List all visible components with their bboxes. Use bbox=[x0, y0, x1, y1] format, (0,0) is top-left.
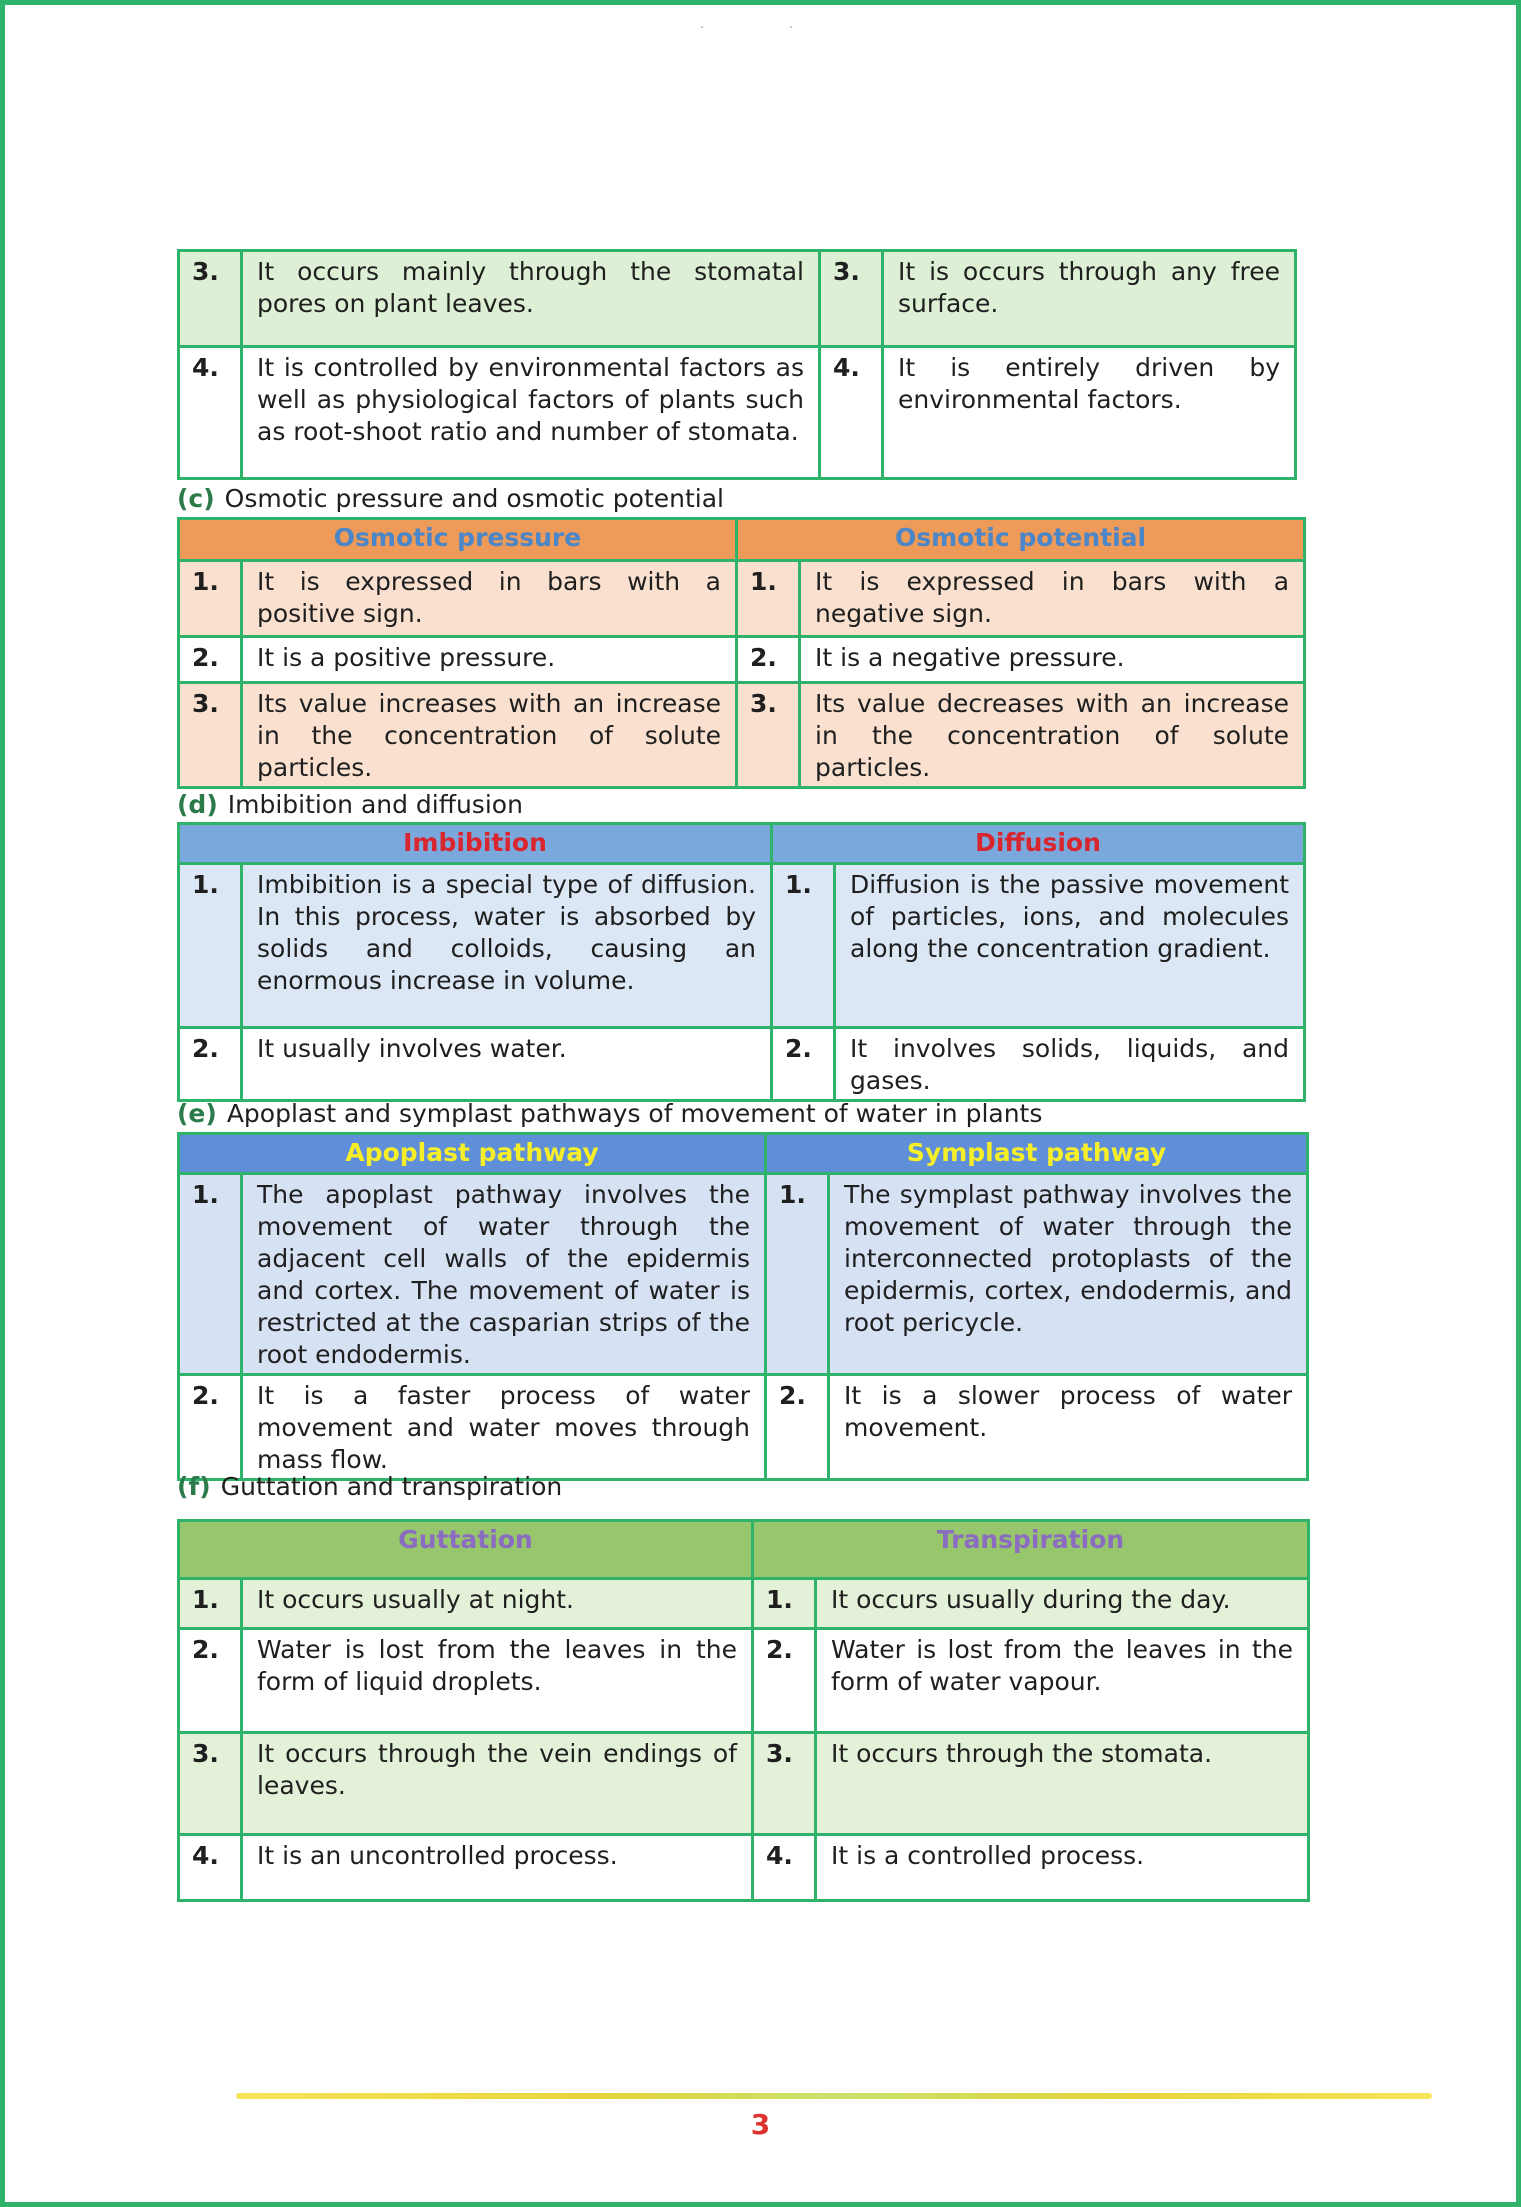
section-title: Apoplast and symplast pathways of movement of water in plants bbox=[226, 1099, 1043, 1128]
section-caption bbox=[177, 1098, 1042, 1130]
left-cell: It is an uncontrolled process. bbox=[242, 1835, 753, 1901]
row-number: 2. bbox=[766, 1375, 829, 1480]
guttation-table bbox=[177, 1519, 1307, 1902]
column-header: Guttation bbox=[179, 1521, 753, 1579]
table-row bbox=[179, 1375, 1308, 1480]
left-cell: It usually involves water. bbox=[242, 1028, 772, 1101]
table-header-row bbox=[179, 824, 1305, 864]
column-header: Apoplast pathway bbox=[179, 1134, 766, 1174]
row-number: 3. bbox=[179, 251, 242, 347]
right-cell: It occurs through the stomata. bbox=[816, 1733, 1309, 1835]
right-cell: It is entirely driven by environmental factors. bbox=[883, 347, 1296, 479]
left-cell: It occurs usually at night. bbox=[242, 1579, 753, 1629]
column-header: Imbibition bbox=[179, 824, 772, 864]
left-cell: Imbibition is a special type of diffusion. In this process, water is absorbed by solids and colloids, causing an enormous increase in volume. bbox=[242, 864, 772, 1028]
row-number: 3. bbox=[820, 251, 883, 347]
row-number: 1. bbox=[772, 864, 835, 1028]
row-number: 2. bbox=[179, 637, 242, 683]
left-cell: It occurs through the vein endings of leaves. bbox=[242, 1733, 753, 1835]
row-number: 1. bbox=[753, 1579, 816, 1629]
left-cell: It is a faster process of water movement and water moves through mass flow. bbox=[242, 1375, 766, 1480]
row-number: 4. bbox=[179, 347, 242, 479]
row-number: 2. bbox=[772, 1028, 835, 1101]
table-row bbox=[179, 1028, 1305, 1101]
section-tag: (f) bbox=[177, 1472, 211, 1501]
right-cell: It occurs usually during the day. bbox=[816, 1579, 1309, 1629]
row-number: 1. bbox=[737, 561, 800, 637]
table-row bbox=[179, 251, 1296, 347]
table-row bbox=[179, 864, 1305, 1028]
right-cell: It is a controlled process. bbox=[816, 1835, 1309, 1901]
right-cell: It is a slower process of water movement. bbox=[829, 1375, 1308, 1480]
right-cell: It is occurs through any free surface. bbox=[883, 251, 1296, 347]
row-number: 1. bbox=[766, 1174, 829, 1375]
osmotic-table bbox=[177, 517, 1303, 789]
section-tag: (e) bbox=[177, 1099, 217, 1128]
table-header-row bbox=[179, 1134, 1308, 1174]
section-caption bbox=[177, 483, 724, 515]
left-cell: It is a positive pressure. bbox=[242, 637, 737, 683]
table-row bbox=[179, 683, 1305, 788]
row-number: 3. bbox=[179, 683, 242, 788]
left-cell: Water is lost from the leaves in the form of liquid droplets. bbox=[242, 1629, 753, 1733]
section-title: Imbibition and diffusion bbox=[227, 790, 523, 819]
row-number: 1. bbox=[179, 1579, 242, 1629]
left-cell: It is expressed in bars with a positive sign. bbox=[242, 561, 737, 637]
right-cell: The symplast pathway involves the movement of water through the interconnected protoplasts of the epidermis, cortex, endodermis, and root pericycle. bbox=[829, 1174, 1308, 1375]
row-number: 2. bbox=[737, 637, 800, 683]
table-header-row bbox=[179, 1521, 1309, 1579]
left-cell: Its value increases with an increase in the concentration of solute particles. bbox=[242, 683, 737, 788]
table-row bbox=[179, 1579, 1309, 1629]
row-number: 3. bbox=[753, 1733, 816, 1835]
right-cell: Diffusion is the passive movement of particles, ions, and molecules along the concentration gradient. bbox=[835, 864, 1305, 1028]
row-number: 1. bbox=[179, 561, 242, 637]
table-header-row bbox=[179, 519, 1305, 561]
row-number: 4. bbox=[820, 347, 883, 479]
row-number: 3. bbox=[179, 1733, 242, 1835]
table-continued bbox=[177, 249, 1294, 480]
row-number: 1. bbox=[179, 1174, 242, 1375]
table-row bbox=[179, 1733, 1309, 1835]
row-number: 4. bbox=[753, 1835, 816, 1901]
imbibition-table bbox=[177, 822, 1303, 1102]
left-cell: The apoplast pathway involves the movement of water through the adjacent cell walls of the epidermis and cortex. The movement of water is restricted at the casparian strips of the root endodermis. bbox=[242, 1174, 766, 1375]
left-cell: It occurs mainly through the stomatal pores on plant leaves. bbox=[242, 251, 820, 347]
section-caption bbox=[177, 789, 523, 821]
row-number: 3. bbox=[737, 683, 800, 788]
column-header: Osmotic pressure bbox=[179, 519, 737, 561]
section-caption bbox=[177, 1471, 562, 1503]
column-header: Osmotic potential bbox=[737, 519, 1305, 561]
row-number: 2. bbox=[179, 1629, 242, 1733]
table-row bbox=[179, 1174, 1308, 1375]
top-marks: · · bbox=[700, 20, 834, 36]
footer-rule bbox=[236, 2093, 1432, 2099]
table-row bbox=[179, 1629, 1309, 1733]
right-cell: It is a negative pressure. bbox=[800, 637, 1305, 683]
table-row bbox=[179, 637, 1305, 683]
column-header: Symplast pathway bbox=[766, 1134, 1308, 1174]
table-row bbox=[179, 561, 1305, 637]
table-row bbox=[179, 347, 1296, 479]
column-header: Diffusion bbox=[772, 824, 1305, 864]
table-row bbox=[179, 1835, 1309, 1901]
right-cell: Water is lost from the leaves in the form of water vapour. bbox=[816, 1629, 1309, 1733]
section-title: Osmotic pressure and osmotic potential bbox=[224, 484, 724, 513]
right-cell: Its value decreases with an increase in the concentration of solute particles. bbox=[800, 683, 1305, 788]
pathway-table bbox=[177, 1132, 1306, 1481]
right-cell: It involves solids, liquids, and gases. bbox=[835, 1028, 1305, 1101]
section-tag: (c) bbox=[177, 484, 215, 513]
row-number: 4. bbox=[179, 1835, 242, 1901]
row-number: 2. bbox=[179, 1375, 242, 1480]
row-number: 1. bbox=[179, 864, 242, 1028]
left-cell: It is controlled by environmental factors as well as physiological factors of plants such as root-shoot ratio and number of stomata. bbox=[242, 347, 820, 479]
row-number: 2. bbox=[179, 1028, 242, 1101]
right-cell: It is expressed in bars with a negative sign. bbox=[800, 561, 1305, 637]
section-title: Guttation and transpiration bbox=[220, 1472, 563, 1501]
page-number: 3 bbox=[750, 2108, 771, 2141]
section-tag: (d) bbox=[177, 790, 218, 819]
column-header: Transpiration bbox=[753, 1521, 1309, 1579]
row-number: 2. bbox=[753, 1629, 816, 1733]
